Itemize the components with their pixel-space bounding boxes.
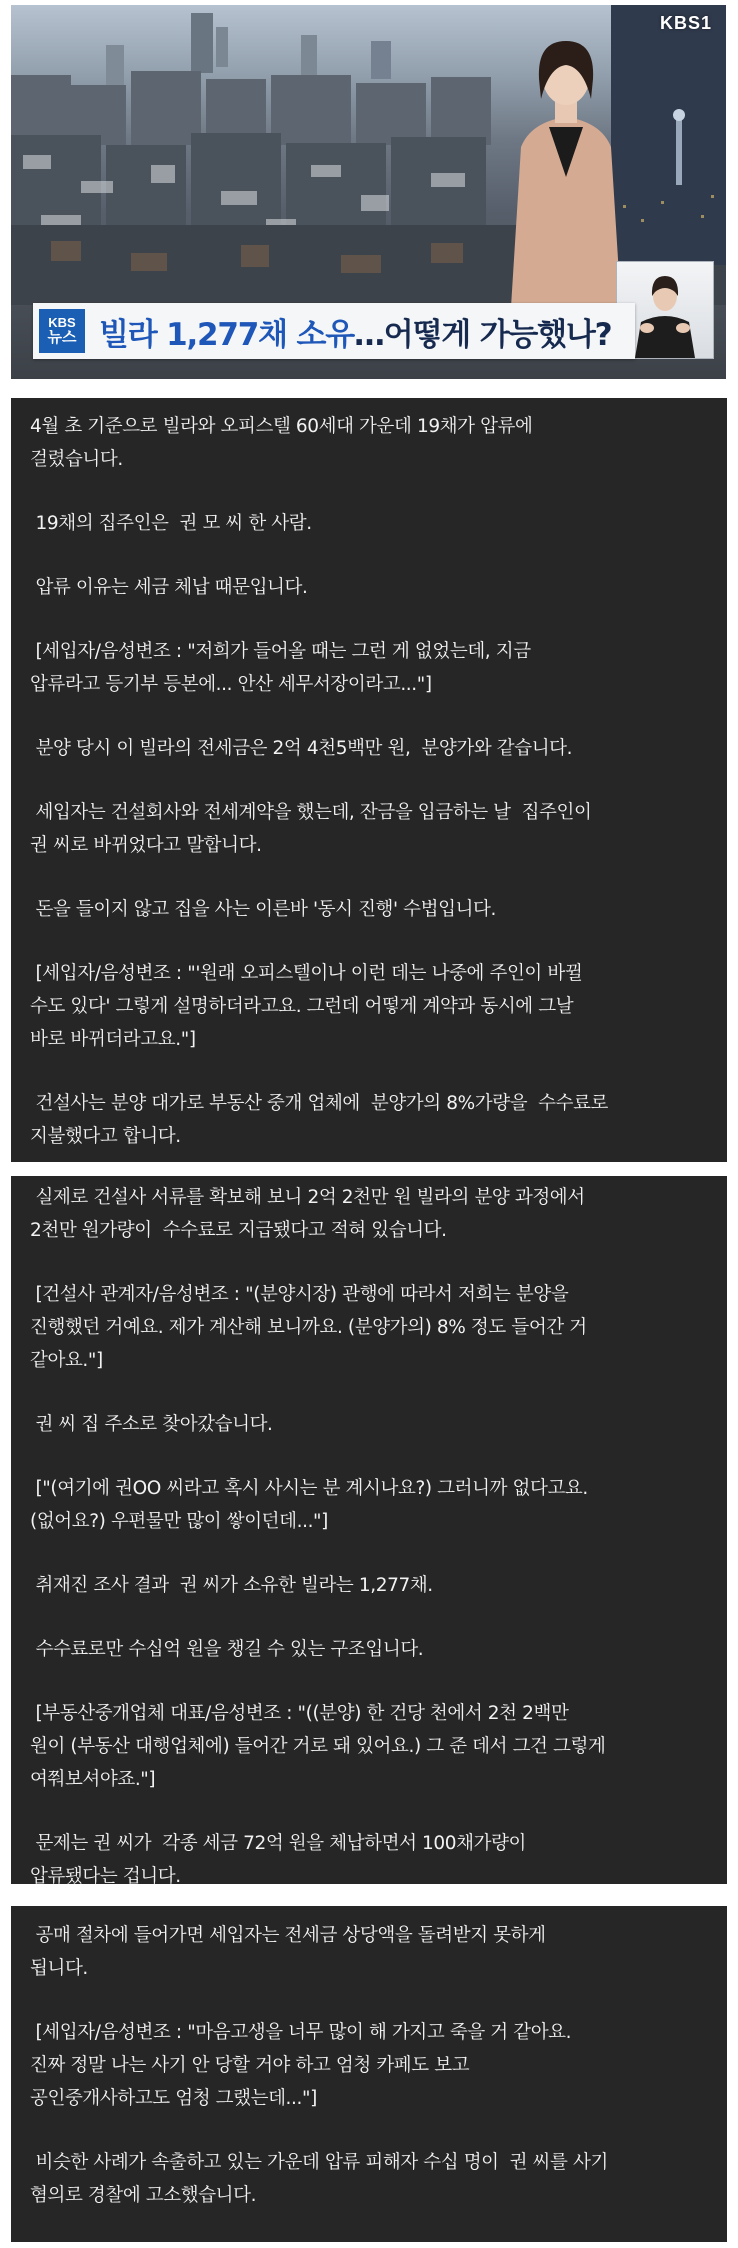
text-panel-2 xyxy=(11,1176,727,1887)
article-paragraph xyxy=(30,507,705,540)
paragraph-gap xyxy=(30,2115,705,2146)
article-line: 압류됐다는 겁니다. xyxy=(30,1866,181,1887)
article-line: 수수료로만 수십억 원을 챙길 수 있는 구조입니다. xyxy=(30,1639,424,1660)
article-line: 압류라고 등기부 등본에... 안산 세무서장이라고..."] xyxy=(30,674,432,695)
article-line: [세입자/음성변조 : "마음고생을 너무 많이 해 가지고 죽을 거 같아요. xyxy=(30,2022,572,2043)
article-line: 분양 당시 이 빌라의 전세금은 2억 4천5백만 원, 분양가와 같습니다. xyxy=(30,738,573,759)
paragraph-gap xyxy=(30,540,705,571)
news-headline-part2: …어떻게 가능했나? xyxy=(353,316,612,353)
paragraph-gap xyxy=(30,926,705,957)
paragraph-gap xyxy=(30,1056,705,1087)
article-line: 같아요."] xyxy=(30,1350,103,1371)
article-line: 비슷한 사례가 속출하고 있는 가운데 압류 피해자 수십 명이 권 씨를 사기 xyxy=(30,2152,608,2173)
article-line: 세입자는 건설회사와 전세계약을 했는데, 잔금을 입금하는 날 집주인이 xyxy=(30,802,592,823)
paragraph-gap xyxy=(30,862,705,893)
article-paragraph xyxy=(30,2146,705,2212)
paragraph-gap xyxy=(30,1602,705,1633)
paragraph-gap xyxy=(30,476,705,507)
kbs-news-logo-line1: KBS xyxy=(48,315,76,331)
article-line: ["(여기에 권OO 씨라고 혹시 사시는 분 계시나요?) 그러니까 없다고요. xyxy=(30,1478,588,1499)
article-paragraph xyxy=(30,571,705,604)
article-line: 실제로 건설사 서류를 확보해 보니 2억 2천만 원 빌라의 분양 과정에서 xyxy=(30,1187,585,1208)
text-panel-3 xyxy=(11,1906,727,2242)
article-paragraph xyxy=(30,732,705,765)
article-paragraph xyxy=(30,1569,705,1602)
article-line: (없어요?) 우편물만 많이 쌓이던데..."] xyxy=(30,1511,328,1532)
kbs-news-logo xyxy=(39,309,85,353)
article-line: 19채의 집주인은 권 모 씨 한 사람. xyxy=(30,513,312,534)
article-line: 돈을 들이지 않고 집을 사는 이른바 '동시 진행' 수법입니다. xyxy=(30,899,497,920)
article-line: 바로 바뀌더라고요."] xyxy=(30,1029,196,1050)
article-line: 건설사는 분양 대가로 부동산 중개 업체에 분양가의 8%가량을 수수료로 xyxy=(30,1093,609,1114)
article-paragraph xyxy=(30,796,705,862)
article-paragraph xyxy=(30,2016,705,2115)
article-line: 걸렸습니다. xyxy=(30,449,123,470)
paragraph-gap xyxy=(30,1538,705,1569)
paragraph-gap xyxy=(30,701,705,732)
article-line: [세입자/음성변조 : "저희가 들어올 때는 그런 게 없었는데, 지금 xyxy=(30,641,531,662)
kbs1-channel-logo: KBS1 xyxy=(659,13,712,33)
article-line: [부동산중개업체 대표/음성변조 : "((분양) 한 건당 천에서 2천 2백만 xyxy=(30,1703,569,1724)
article-line: 취재진 조사 결과 권 씨가 소유한 빌라는 1,277채. xyxy=(30,1575,433,1596)
article-paragraph xyxy=(30,1408,705,1441)
article-line: 2천만 원가량이 수수료로 지급됐다고 적혀 있습니다. xyxy=(30,1220,447,1241)
article-paragraph xyxy=(30,957,705,1056)
article-paragraph xyxy=(30,1278,705,1377)
article-paragraph xyxy=(30,410,705,476)
article-line: 혐의로 경찰에 고소했습니다. xyxy=(30,2185,257,2206)
article-line: 진행했던 거예요. 제가 계산해 보니까요. (분양가의) 8% 정도 들어간 거 xyxy=(30,1317,587,1338)
article-paragraph xyxy=(30,1919,705,1985)
paragraph-gap xyxy=(30,1247,705,1278)
article-line: 공매 절차에 들어가면 세입자는 전세금 상당액을 돌려받지 못하게 xyxy=(30,1925,546,1946)
article-line: 원이 (부동산 대행업체에) 들어간 거로 돼 있어요.) 그 준 데서 그건 그렇게 xyxy=(30,1736,606,1757)
paragraph-gap xyxy=(30,604,705,635)
paragraph-gap xyxy=(30,1666,705,1697)
article-paragraph xyxy=(30,1633,705,1666)
article-line: [건설사 관계자/음성변조 : "(분양시장) 관행에 따라서 저희는 분양을 xyxy=(30,1284,569,1305)
article-line: 압류 이유는 세금 체납 때문입니다. xyxy=(30,577,308,598)
article-line: 문제는 권 씨가 각종 세금 72억 원을 체납하면서 100채가량이 xyxy=(30,1833,527,1854)
article-line: 공인중개사하고도 엄청 그랬는데..."] xyxy=(30,2088,317,2109)
article-line: [세입자/음성변조 : "'원래 오피스텔이나 이런 데는 나중에 주인이 바뀔 xyxy=(30,963,583,984)
paragraph-gap xyxy=(30,1985,705,2016)
article-line: 진짜 정말 나는 사기 안 당할 거야 하고 엄청 카페도 보고 xyxy=(30,2055,470,2076)
text-panel-1 xyxy=(11,398,727,1162)
article-line: 됩니다. xyxy=(30,1958,88,1979)
article-paragraph xyxy=(30,893,705,926)
article-line: 수도 있다' 그렇게 설명하더라고요. 그런데 어떻게 계약과 동시에 그날 xyxy=(30,996,574,1017)
kbs-news-logo-line2: 뉴스 xyxy=(47,328,77,346)
article-paragraph xyxy=(30,1087,705,1153)
paragraph-gap xyxy=(30,1441,705,1472)
article-line: 권 씨로 바뀌었다고 말합니다. xyxy=(30,835,262,856)
news-screenshot xyxy=(11,5,726,379)
paragraph-gap xyxy=(30,1377,705,1408)
article-line: 여쭤보셔야죠."] xyxy=(30,1769,156,1790)
article-line: 지불했다고 합니다. xyxy=(30,1126,181,1147)
paragraph-gap xyxy=(30,1796,705,1827)
news-headline xyxy=(99,309,611,354)
article-line: 4월 초 기준으로 빌라와 오피스텔 60세대 가운데 19채가 압류에 xyxy=(30,416,533,437)
article-paragraph xyxy=(30,635,705,701)
article-paragraph xyxy=(30,1472,705,1538)
article-paragraph xyxy=(30,1697,705,1796)
paragraph-gap xyxy=(30,765,705,796)
article-paragraph xyxy=(30,1181,705,1247)
article-paragraph xyxy=(30,1827,705,1893)
article-line: 권 씨 집 주소로 찾아갔습니다. xyxy=(30,1414,273,1435)
news-headline-part1: 빌라 1,277채 소유 xyxy=(99,316,354,353)
news-caption-bar xyxy=(33,303,635,359)
